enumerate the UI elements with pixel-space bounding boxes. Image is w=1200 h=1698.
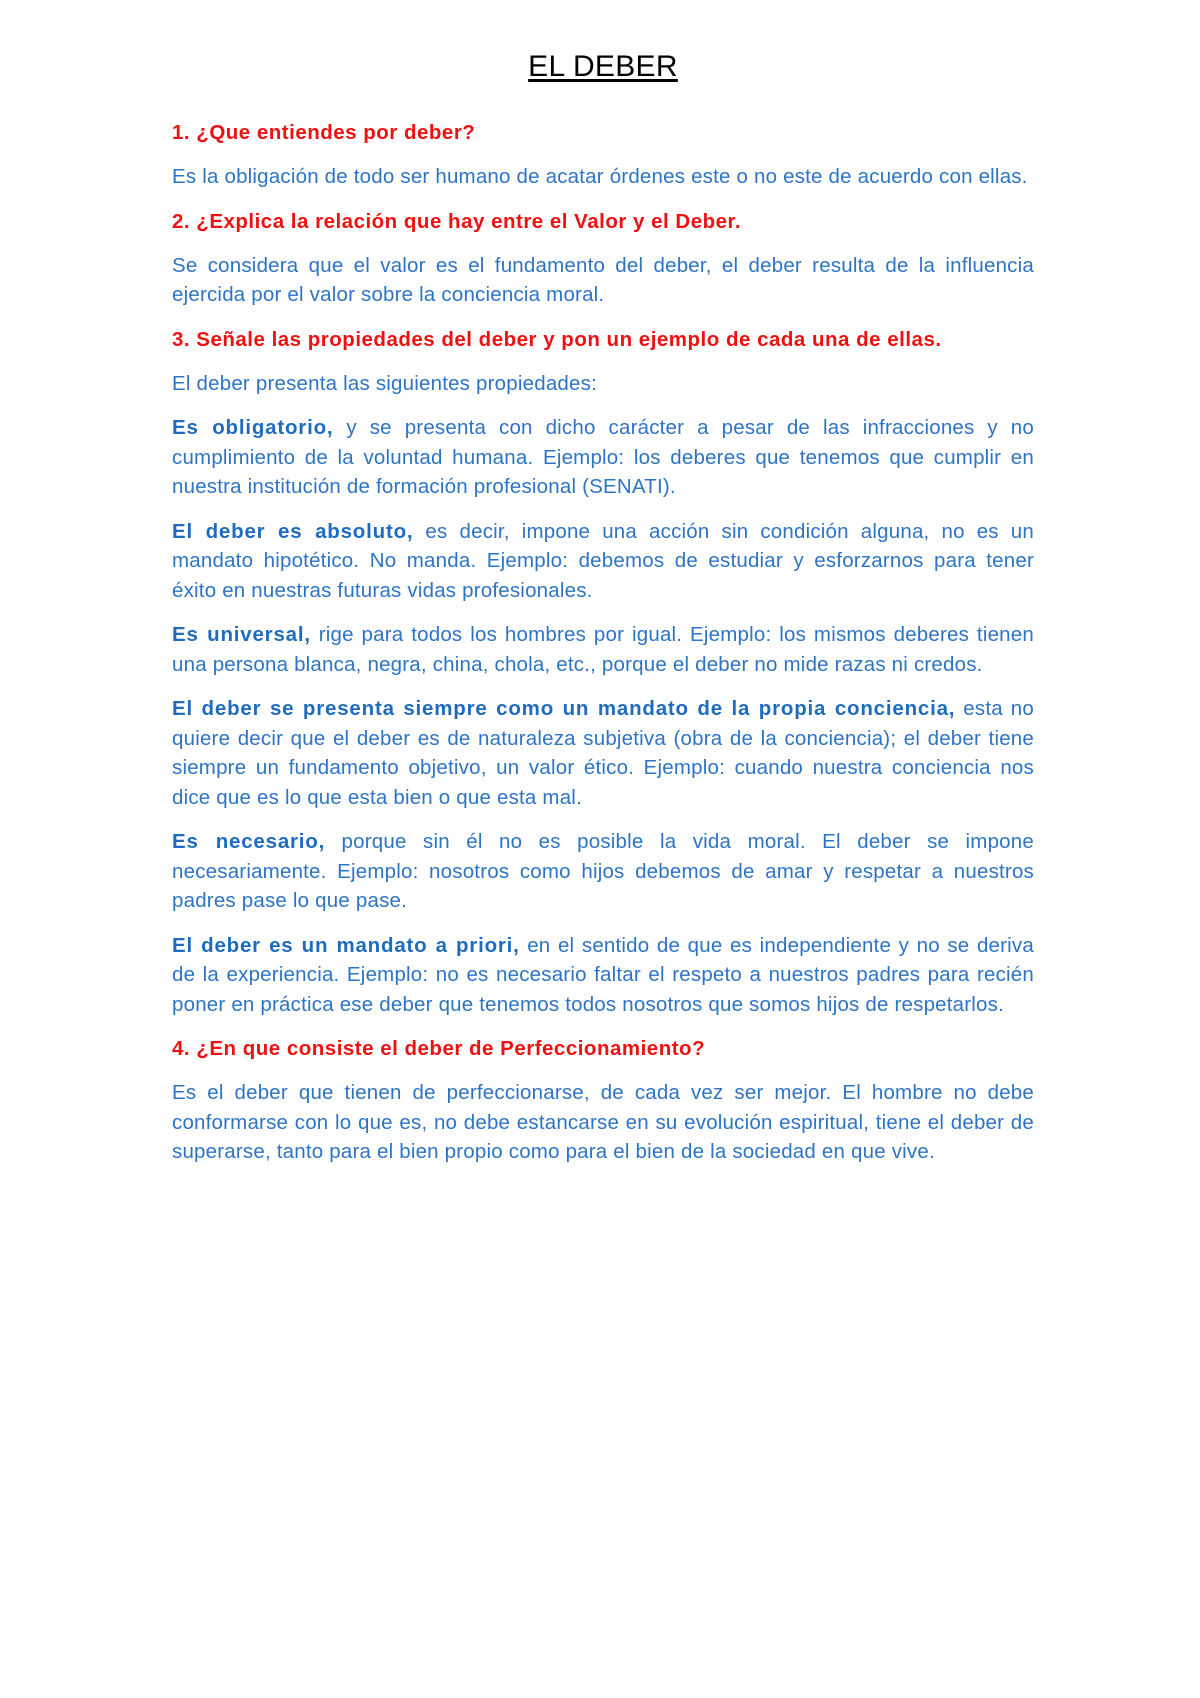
question-3-heading: 3. Señale las propiedades del deber y pon un ejemplo de cada una de ellas. xyxy=(172,327,942,351)
property-term: Es necesario, xyxy=(172,830,326,853)
question-4-heading: 4. ¿En que consiste el deber de Perfeccionamiento? xyxy=(172,1037,706,1060)
question-1-answer: Es la obligación de todo ser humano de acatar órdenes este o no este de acuerdo con ellas. xyxy=(172,165,1028,188)
property-text: en el sentido de que es independiente y no se deriva de la experiencia. Ejemplo: no es necesario faltar el respeto a nuestros padres para recién poner en práctica ese deber que tenemos todos nosotros que somos hijos de respetarlos. xyxy=(172,933,1034,1016)
question-3-intro: El deber presenta las siguientes propiedades: xyxy=(172,371,597,395)
property-term: Es obligatorio, xyxy=(172,416,334,439)
property-absoluto xyxy=(172,517,1034,606)
property-universal xyxy=(172,620,1034,679)
property-text: rige para todos los hombres por igual. Ejemplo: los mismos deberes tienen una persona blanca, negra, china, chola, etc., porque el deber no mide razas ni credos. xyxy=(172,623,1034,676)
question-1-heading: 1. ¿Que entiendes por deber? xyxy=(172,121,476,144)
document-page xyxy=(172,50,1034,1182)
property-text: y se presenta con dicho carácter a pesar de las infracciones y no cumplimiento de la voluntad humana. Ejemplo: los deberes que tenemos que cumplir en nuestra institución de formación profesional (SENATI). xyxy=(172,416,1034,498)
property-a-priori xyxy=(172,931,1034,1020)
property-necesario xyxy=(172,827,1034,916)
property-term: El deber es absoluto, xyxy=(172,519,414,543)
document-title: EL DEBER xyxy=(528,50,678,83)
property-term: El deber se presenta siempre como un mandato de la propia conciencia, xyxy=(172,697,956,720)
question-2-answer: Se considera que el valor es el fundamento del deber, el deber resulta de la influencia ejercida por el valor sobre la conciencia moral. xyxy=(172,253,1034,306)
question-4-answer: Es el deber que tienen de perfeccionarse, de cada vez ser mejor. El hombre no debe conformarse con lo que es, no debe estancarse en su evolución espiritual, tiene el deber de superarse, tanto para el bien propio como para el bien de la sociedad en que vive. xyxy=(172,1081,1034,1163)
question-2-heading: 2. ¿Explica la relación que hay entre el Valor y el Deber. xyxy=(172,209,742,233)
property-term: Es universal, xyxy=(172,623,311,646)
property-text: es decir, impone una acción sin condición alguna, no es un mandato hipotético. No manda. Ejemplo: debemos de estudiar y esforzarnos para tener éxito en nuestras futuras vidas profesionales. xyxy=(172,519,1034,602)
property-text: porque sin él no es posible la vida moral. El deber se impone necesariamente. Ejemplo: nosotros como hijos debemos de amar y respetar a nuestros padres pase lo que pase. xyxy=(172,830,1034,912)
property-term: El deber es un mandato a priori, xyxy=(172,933,520,957)
property-text: esta no quiere decir que el deber es de naturaleza subjetiva (obra de la conciencia); el deber tiene siempre un fundamento objetivo, un valor ético. Ejemplo: cuando nuestra conciencia nos dice que es lo que esta bien o que esta mal. xyxy=(172,697,1035,809)
property-obligatorio xyxy=(172,413,1034,502)
property-mandato-conciencia xyxy=(172,694,1034,812)
